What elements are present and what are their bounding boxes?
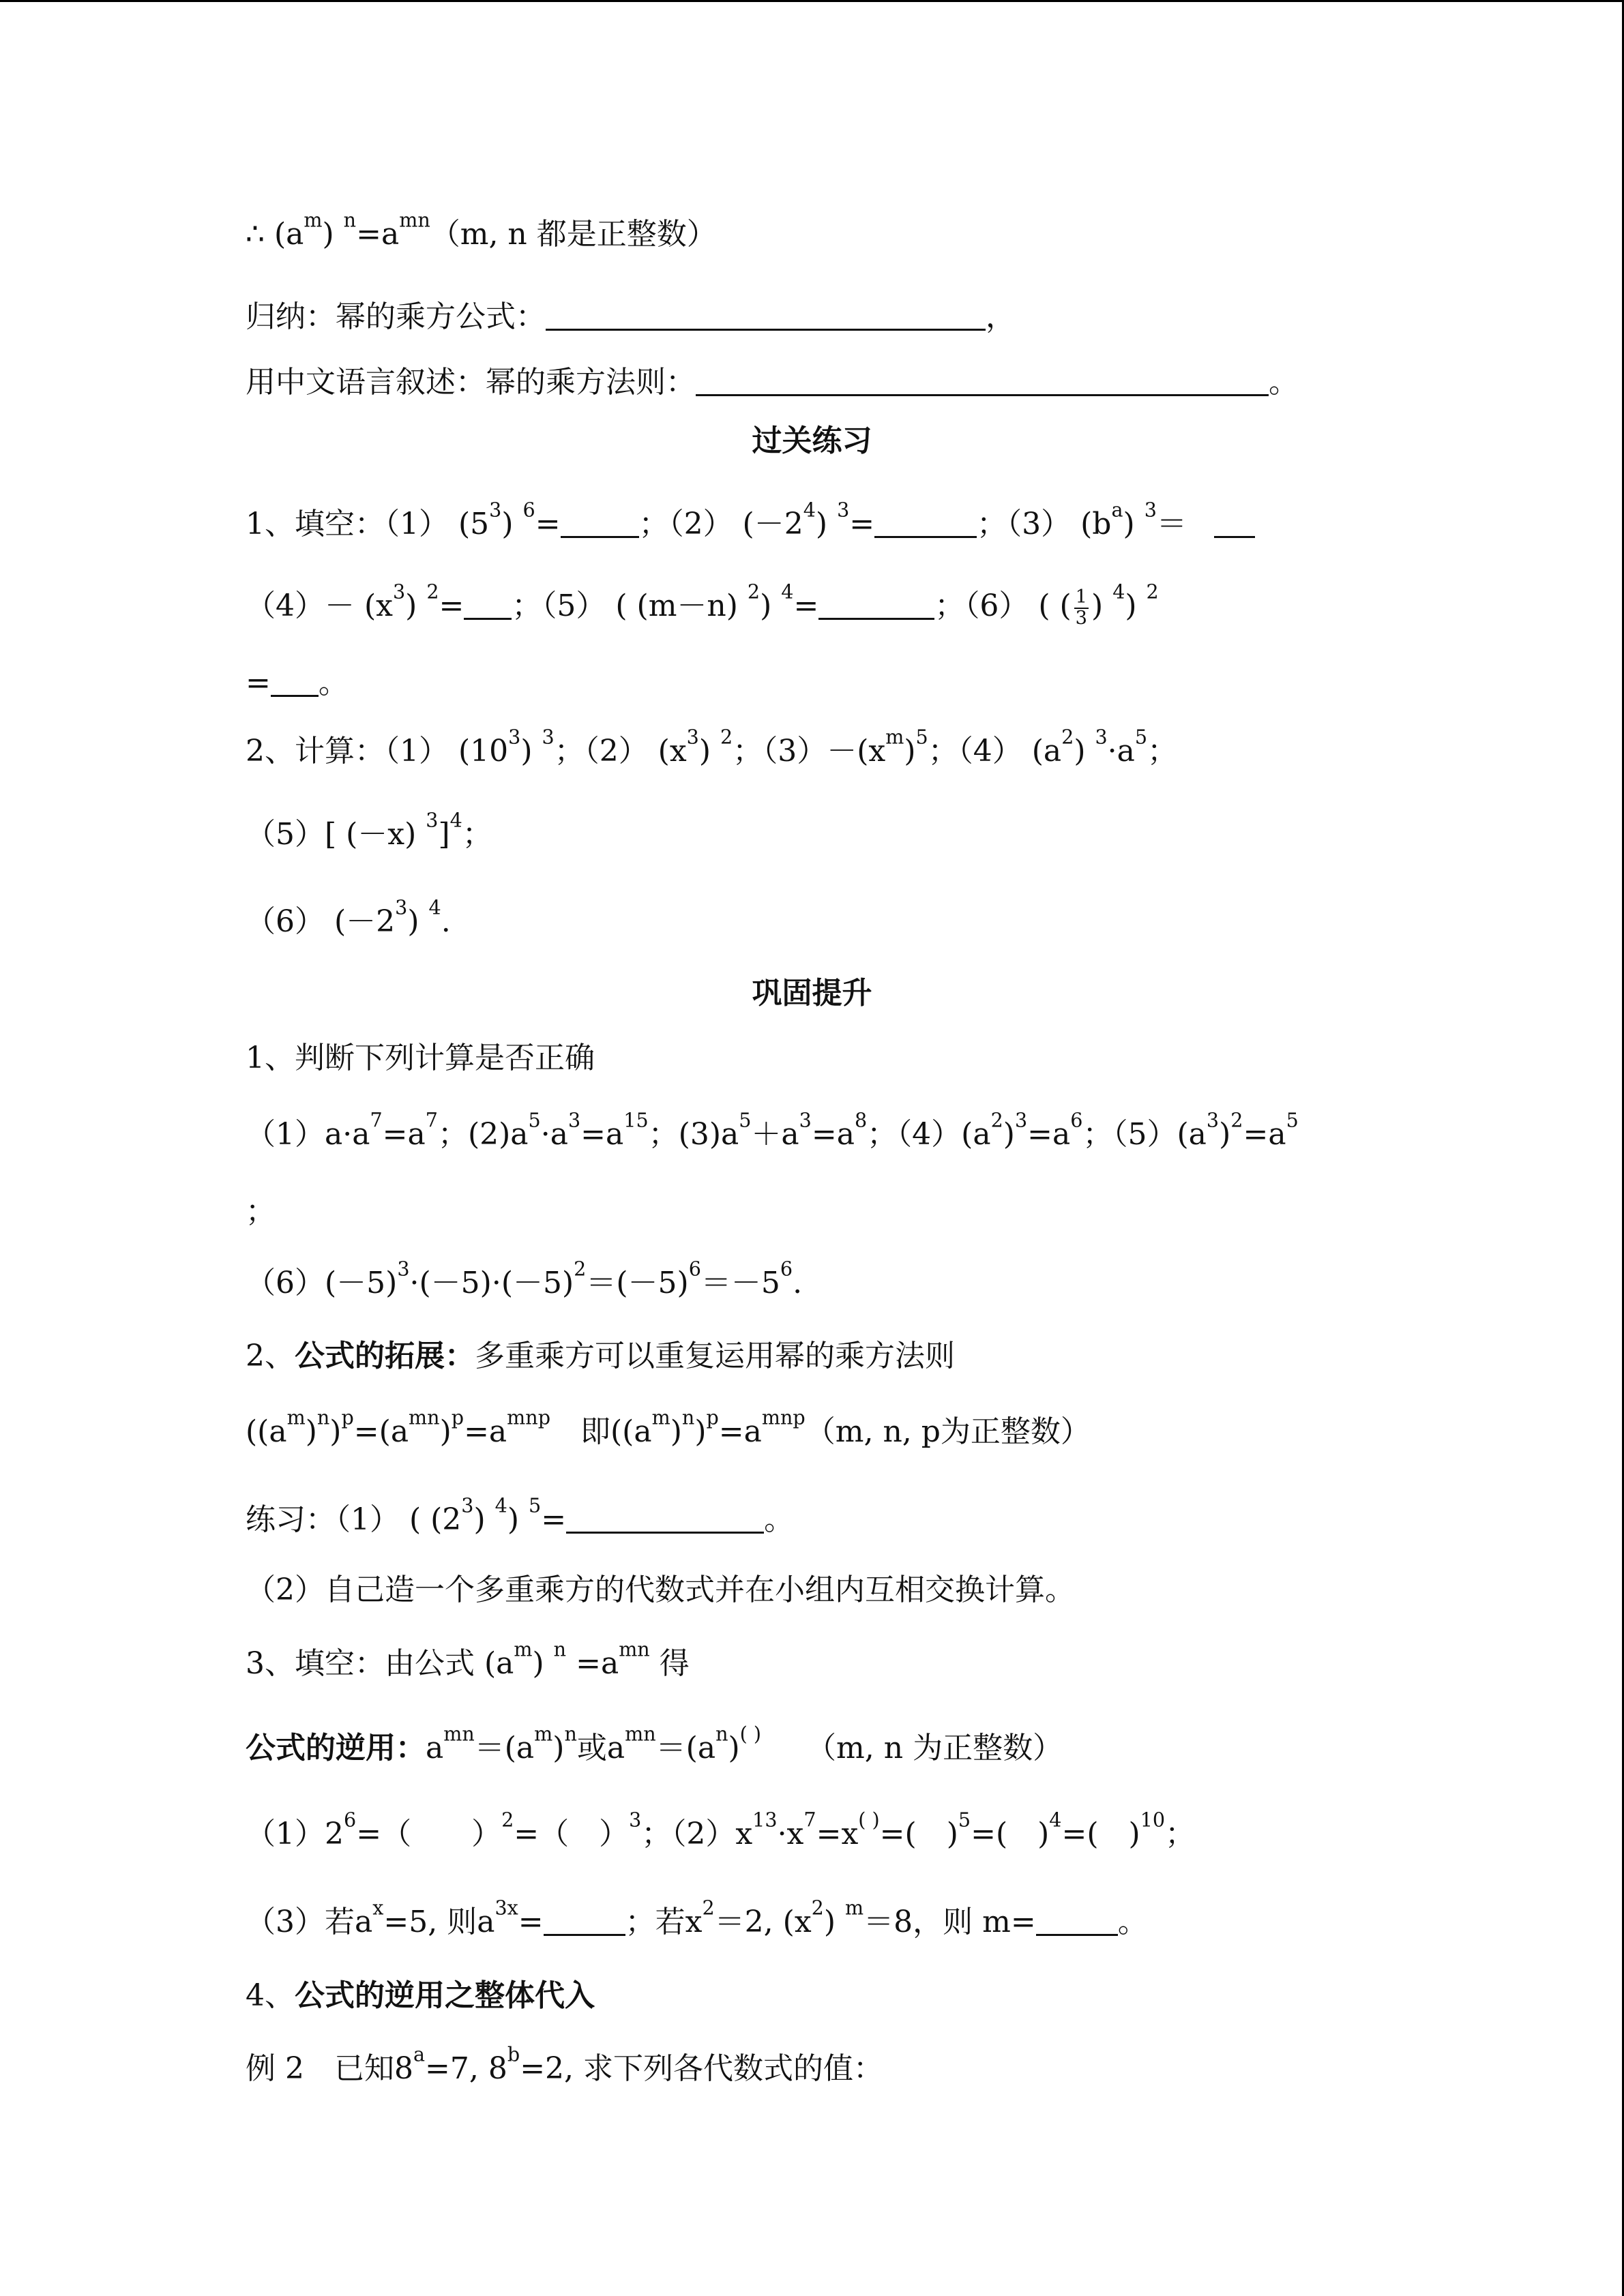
judge-question-title: 1、判断下列计算是否正确	[246, 1041, 595, 1075]
judge-question-semicolon: ；	[246, 1194, 276, 1229]
calculation-question-2-part6: （6） $(-2^3)$ $^4$.	[246, 895, 451, 939]
example-2: 例 2 已知$8^a=7$, $8^b=2$, 求下列各代数式的值：	[246, 2042, 884, 2086]
fill-blank-question-1-cont: $(4)- (x^3)$ $^2$= ；（5） ( (m－n) $^2$) $^4$= ；（6） ( ( $\frac{1}{3}$ ) $^4$) $^2$	[246, 580, 1159, 629]
answer-blank[interactable]	[544, 1904, 625, 1936]
inverse-exercise-3: （3）若$a^x=5$, 则$a^{3x}=$ ；若$x^2=2$, $(x^2)$ $^m$＝8，则 m= 。	[246, 1896, 1148, 1939]
answer-blank[interactable]	[874, 506, 977, 538]
answer-blank[interactable]	[566, 1502, 764, 1534]
inverse-exercise-1-2: $(1)2^6=$（ ）$^2$=（ ）$^3$；$(2)x^{13}\cdot x^7=x^{( )}=$( )$^5$=( )$^4$=( )$^{10}$；	[246, 1808, 1196, 1851]
answer-blank[interactable]	[818, 588, 934, 620]
page-top-border	[0, 0, 1624, 2]
fraction-one-third: $\frac{1}{3}$	[1075, 586, 1088, 629]
answer-blank[interactable]	[1036, 1904, 1118, 1936]
whole-substitution-title: 4、公式的逆用之整体代入	[246, 1978, 595, 2013]
judge-question-items: $(1)a\cdot a^7=a^7$；$(2)a^5\cdot a^3=a^{15}$；$(3)a^5+a^3=a^8$；$(4)(a^2)^3=a^6$；$(5)(a^3)^2=a^5$	[246, 1108, 1299, 1152]
fill-blank-question-3: 3、填空：由公式 $(a^m)$ $^n =a^{mn}$ 得	[246, 1637, 690, 1681]
fill-blank-question-1-end: = 。	[246, 666, 349, 700]
practice-exercise-2: （2）自己造一个多重乘方的代数式并在小组内互相交换计算。	[246, 1572, 1075, 1607]
rule-statement-line: 用中文语言叙述：幂的乘方法则： 。	[246, 365, 1299, 400]
practice-exercise-1: 练习：（1） ( $(2^3)$ $^4$) $^5$= 。	[246, 1493, 795, 1537]
calculation-question-2-part5: （5）[ (－x) $^3$]$^4$；	[246, 808, 492, 852]
formula-extension-title: 2、公式的拓展：多重乘方可以重复运用幂的乘方法则	[246, 1339, 955, 1373]
answer-blank[interactable]	[271, 665, 319, 697]
judge-question-item-6: $(6)(-5)^3\cdot(-5)\cdot(-5)^2=(-5)^6=-5^6$.	[246, 1257, 803, 1300]
section-heading-practice: 过关练习	[752, 423, 872, 458]
multiple-power-formula: $((a^m)^n)^p=(a^{mn})^p=a^{mnp}$ 即$((a^m)^n)^p=a^{mnp}(m$, n, p为正整数）	[246, 1405, 1091, 1449]
formula-blank[interactable]	[546, 299, 986, 331]
section-heading-consolidation: 巩固提升	[752, 976, 872, 1011]
summary-formula-line: 归纳：幂的乘方公式： ，	[246, 299, 1016, 334]
power-rule-conclusion: ∴ $(a^m)$ $^n=a^{mn}(m$, n 都是正整数）	[246, 208, 717, 252]
formula-inverse-use: 公式的逆用：$a^{mn}=(a^m)^n$或$a^{mn}=(a^n)^{( )}$ （m, n 为正整数）	[246, 1722, 1063, 1765]
answer-blank[interactable]	[464, 588, 512, 620]
fill-blank-question-1: 1、填空：（1） $(5^3)$ $^6$= ；（2） $(-2^4)$ $^3$= ；（3） $(b^a)$ $^3$＝	[246, 506, 1255, 539]
rule-blank[interactable]	[696, 364, 1269, 396]
answer-blank[interactable]	[1214, 506, 1255, 538]
calculation-question-2: 2、计算：（1） $(10^3)$ $^3$；（2） $(x^3)$ $^2$；$(3)-(x^m)^5$；（4） $(a^2)$ $^3\cdot a^5$；	[246, 725, 1178, 769]
answer-blank[interactable]	[561, 506, 639, 538]
